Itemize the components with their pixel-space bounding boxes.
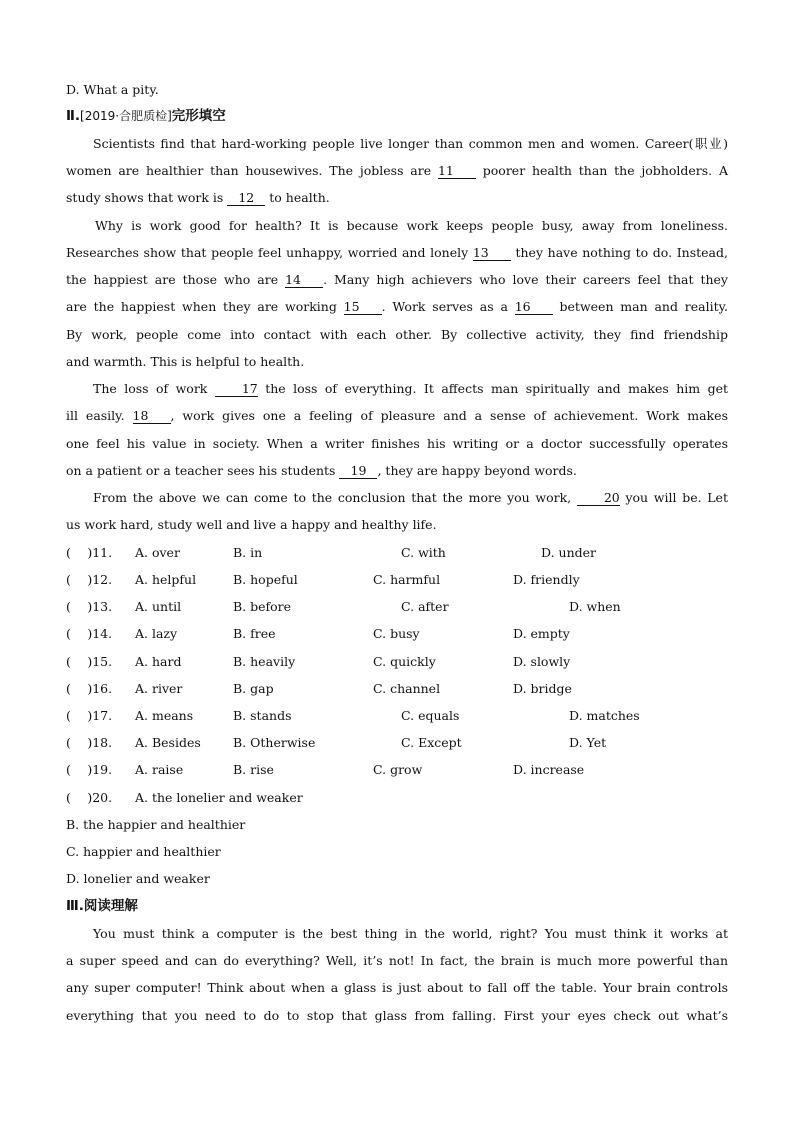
option-b[interactable]: B. free: [233, 626, 276, 641]
option-b[interactable]: B. hopeful: [233, 572, 298, 587]
option-b[interactable]: B. rise: [233, 762, 274, 777]
section2-heading-prefix: Ⅱ.: [66, 108, 81, 124]
section2-heading-title: 完形填空: [171, 108, 226, 124]
p2-line4: [66, 299, 728, 315]
option-a[interactable]: A. river: [135, 681, 183, 696]
question-number: ( )15.: [66, 654, 113, 669]
option-b[interactable]: B. in: [233, 545, 263, 560]
reading-line4: everything that you need to do to stop that glass from falling. First your eyes check out what’s: [66, 1008, 728, 1023]
option-d[interactable]: D. empty: [513, 626, 570, 641]
text-segment: the loss of everything. It affects man spiritually and makes him get: [265, 381, 728, 396]
p3-line4: [66, 463, 577, 479]
option-c[interactable]: C. channel: [373, 681, 441, 696]
text-segment: study shows that work is: [66, 190, 224, 205]
text-segment: . Many high achievers who love their careers feel that they: [323, 272, 728, 287]
text-segment: women are healthier than housewives. The jobless are: [66, 163, 432, 178]
question-number: ( )12.: [66, 572, 113, 587]
option-a[interactable]: A. lazy: [135, 626, 178, 641]
p2-line1: Why is work good for health? It is because work keeps people busy, away from loneliness.: [95, 218, 728, 233]
option-c[interactable]: C. with: [401, 545, 446, 560]
text-segment: the happiest are those who are: [66, 272, 279, 287]
option-a[interactable]: A. helpful: [135, 572, 197, 587]
option-d[interactable]: D. Yet: [569, 735, 607, 750]
p4-line1: [66, 490, 728, 506]
question-number: ( )13.: [66, 599, 113, 614]
reading-line2: a super speed and can do everything? Well, it’s not! In fact, the brain is much more powerful than: [66, 953, 728, 968]
option-d[interactable]: D. slowly: [513, 654, 571, 669]
p1-line2: [66, 163, 728, 179]
text-segment: Researches show that people feel unhappy, worried and lonely: [66, 245, 469, 260]
option-b[interactable]: B. Otherwise: [233, 735, 316, 750]
blank-19[interactable]: 19: [339, 464, 377, 479]
text-segment: . Work serves as a: [381, 299, 508, 314]
option-a[interactable]: A. until: [135, 599, 182, 614]
option-a[interactable]: A. over: [135, 545, 180, 560]
blank-13[interactable]: 13: [473, 246, 511, 261]
option-d[interactable]: D. bridge: [513, 681, 572, 696]
option-b[interactable]: B. stands: [233, 708, 292, 723]
text-segment: ill easily.: [66, 408, 125, 423]
p1-line3: [66, 190, 330, 206]
option-d[interactable]: D. matches: [569, 708, 640, 723]
p2-line6: and warmth. This is helpful to health.: [66, 354, 305, 369]
text-segment: , work gives one a feeling of pleasure and a sense of achievement. Work makes: [170, 408, 728, 423]
option-c[interactable]: C. harmful: [373, 572, 441, 587]
blank-14[interactable]: 14: [285, 273, 323, 288]
section3-heading: [66, 898, 138, 914]
question-number: ( )11.: [66, 545, 113, 560]
section3-heading-title: 阅读理解: [83, 898, 138, 914]
option-a[interactable]: A. raise: [135, 762, 184, 777]
p4-line2: us work hard, study well and live a happy and healthy life.: [66, 517, 437, 532]
option-d[interactable]: D. when: [569, 599, 621, 614]
section2-heading: [66, 108, 226, 124]
question-number: ( )20.: [66, 790, 113, 805]
reading-line3: any super computer! Think about when a glass is just about to fall off the table. Your brain controls: [66, 980, 728, 995]
option-a[interactable]: A. hard: [135, 654, 182, 669]
p2-line5: By work, people come into contact with each other. By collective activity, they find friendship: [66, 327, 728, 342]
option-c[interactable]: C. busy: [373, 626, 420, 641]
top-option: D. What a pity.: [66, 82, 159, 97]
p1-line1: Scientists find that hard-working people live longer than common men and women. Career(职业): [93, 136, 728, 151]
p2-line2: [66, 245, 728, 261]
text-segment: poorer health than the jobholders. A: [482, 163, 728, 178]
option-a[interactable]: A. the lonelier and weaker: [135, 790, 303, 805]
reading-line1: You must think a computer is the best thing in the world, right? You must think it works at: [93, 926, 728, 941]
p3-line3: one feel his value in society. When a writer finishes his writing or a doctor successfully operates: [66, 436, 728, 451]
option-d[interactable]: D. friendly: [513, 572, 580, 587]
p3-line1: [66, 381, 728, 397]
question-number: ( )16.: [66, 681, 113, 696]
question-number: ( )18.: [66, 735, 113, 750]
option-c[interactable]: C. grow: [373, 762, 423, 777]
text-segment: , they are happy beyond words.: [377, 463, 577, 478]
option-c[interactable]: C. equals: [401, 708, 460, 723]
text-segment: From the above we can come to the conclusion that the more you work,: [93, 490, 572, 505]
text-segment: to health.: [269, 190, 330, 205]
text-segment: between man and reality.: [559, 299, 728, 314]
option-a[interactable]: A. means: [135, 708, 194, 723]
text-segment: you will be. Let: [625, 490, 728, 505]
option-b[interactable]: B. heavily: [233, 654, 296, 669]
section3-heading-prefix: Ⅲ.: [66, 898, 84, 914]
text-segment: are the happiest when they are working: [66, 299, 337, 314]
option-c[interactable]: C. quickly: [373, 654, 436, 669]
section2-heading-source: [2019·合肥质检]: [80, 109, 172, 123]
option-c[interactable]: C. after: [401, 599, 449, 614]
blank-17[interactable]: 17: [215, 382, 258, 397]
text-segment: The loss of work: [93, 381, 208, 396]
option-d[interactable]: D. under: [541, 545, 596, 560]
option-b[interactable]: B. the happier and healthier: [66, 817, 246, 832]
option-d[interactable]: D. lonelier and weaker: [66, 871, 210, 886]
text-segment: on a patient or a teacher sees his students: [66, 463, 336, 478]
option-b[interactable]: B. before: [233, 599, 292, 614]
question-number: ( )17.: [66, 708, 113, 723]
blank-18[interactable]: 18: [133, 409, 171, 424]
option-b[interactable]: B. gap: [233, 681, 274, 696]
text-segment: they have nothing to do. Instead,: [515, 245, 728, 260]
option-a[interactable]: A. Besides: [135, 735, 201, 750]
question-number: ( )14.: [66, 626, 113, 641]
blank-11[interactable]: 11: [438, 164, 476, 179]
p3-line2: [66, 408, 728, 424]
option-d[interactable]: D. increase: [513, 762, 585, 777]
option-c[interactable]: C. happier and healthier: [66, 844, 221, 859]
blank-12[interactable]: 12: [227, 191, 265, 206]
p2-line3: [66, 272, 728, 288]
blank-15[interactable]: 15: [344, 300, 382, 315]
question-number: ( )19.: [66, 762, 113, 777]
blank-20[interactable]: 20: [577, 491, 620, 506]
blank-16[interactable]: 16: [515, 300, 553, 315]
option-c[interactable]: C. Except: [401, 735, 462, 750]
